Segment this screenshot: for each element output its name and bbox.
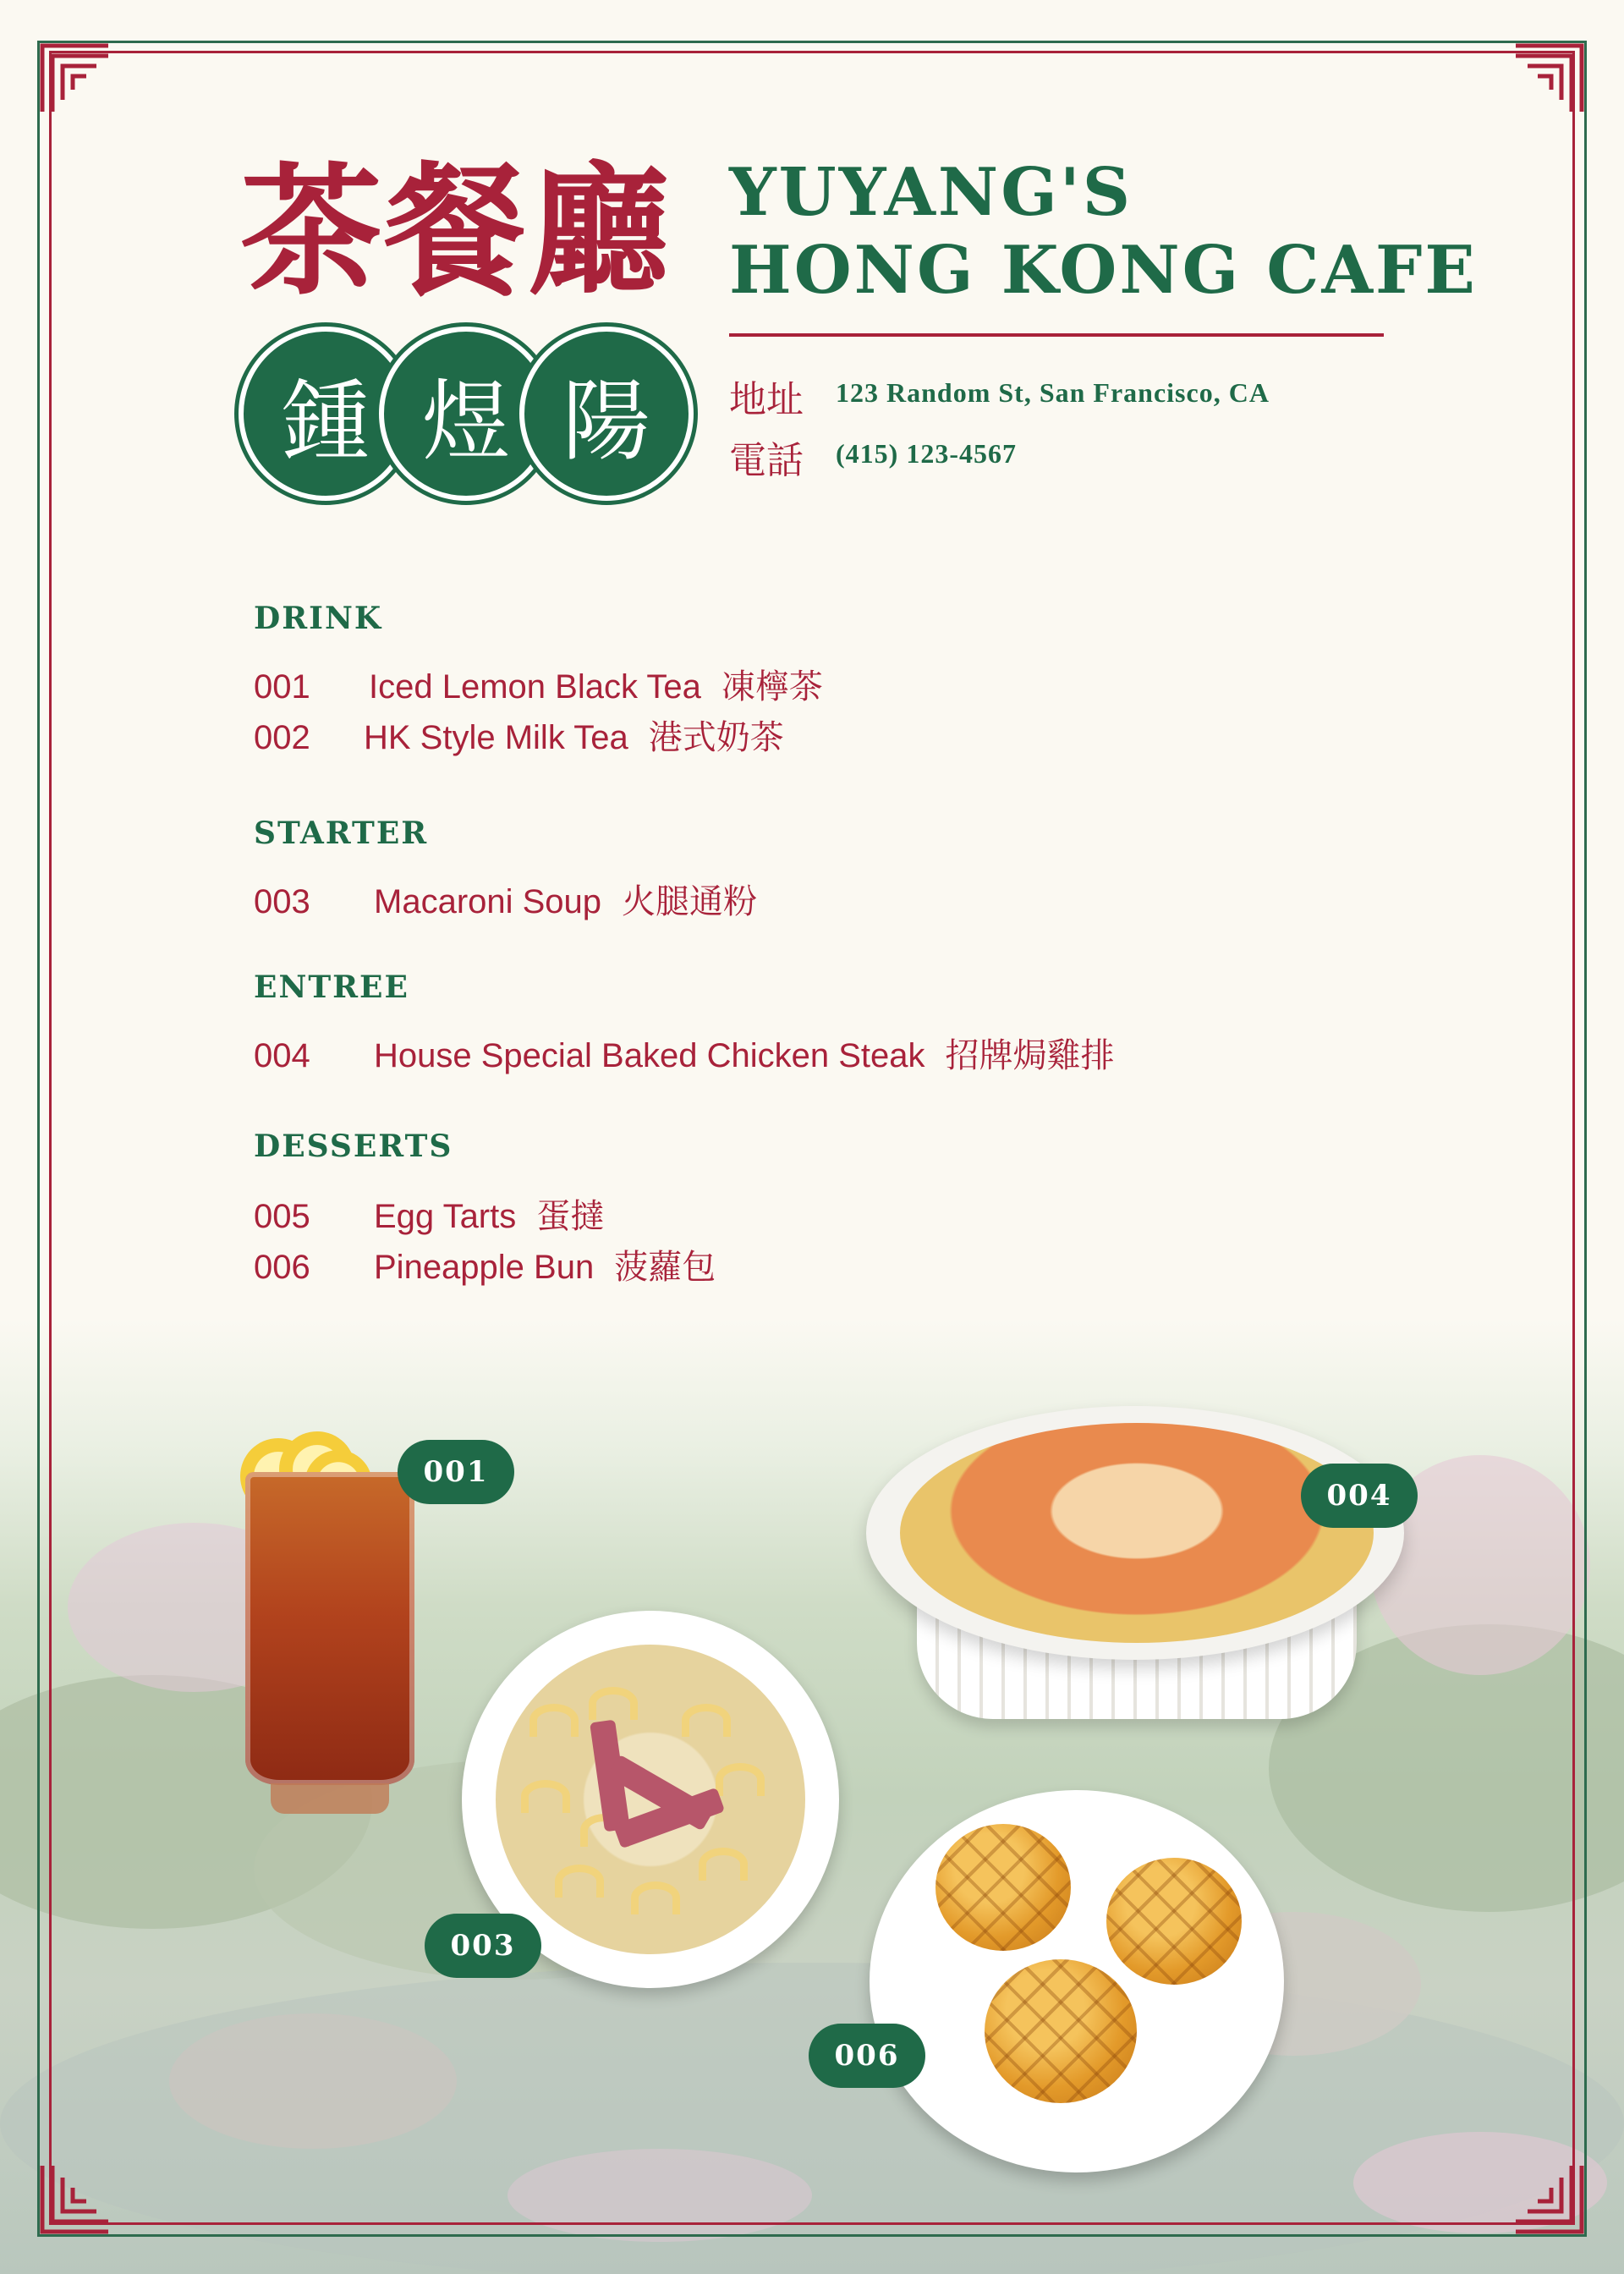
seal-char-3: 陽 <box>519 327 694 501</box>
item-number: 004 <box>254 1037 310 1074</box>
item-name: Egg Tarts <box>374 1198 517 1235</box>
item-name: Macaroni Soup <box>374 883 602 920</box>
corner-ornament-top-right <box>1511 41 1587 117</box>
menu-item <box>254 1189 604 1238</box>
item-number: 005 <box>254 1198 310 1235</box>
seal-char-1: 鍾 <box>239 327 413 501</box>
photo-badge-004: 004 <box>1301 1464 1418 1528</box>
item-chinese-name: 菠蘿包 <box>614 1248 716 1287</box>
name-seals <box>239 327 695 504</box>
menu-item <box>254 1240 716 1288</box>
address-label: 地址 <box>729 378 804 421</box>
item-name: Pineapple Bun <box>374 1249 595 1286</box>
corner-ornament-bottom-right <box>1511 2161 1587 2237</box>
corner-ornament-top-left <box>37 41 113 117</box>
section-title-starter: STARTER <box>254 816 429 851</box>
menu-item <box>254 875 757 923</box>
menu-item <box>254 660 823 708</box>
item-chinese-name: 港式奶茶 <box>648 718 784 757</box>
item-number: 006 <box>254 1249 310 1286</box>
corner-ornament-bottom-left <box>37 2161 113 2237</box>
seal-char-2: 煜 <box>379 327 553 501</box>
brand-divider <box>729 333 1384 337</box>
item-name: HK Style Milk Tea <box>364 719 628 756</box>
item-name: Iced Lemon Black Tea <box>369 668 701 706</box>
item-number: 001 <box>254 668 310 706</box>
address-value: 123 Random St, San Francisco, CA <box>836 377 1270 408</box>
item-number: 002 <box>254 719 310 756</box>
item-chinese-name: 火腿通粉 <box>622 882 758 921</box>
phone-label: 電話 <box>729 439 804 482</box>
item-name: House Special Baked Chicken Steak <box>374 1037 925 1074</box>
phone-value: (415) 123-4567 <box>836 438 1017 469</box>
iced-lemon-tea-photo <box>245 1438 414 1819</box>
brand-line-1: YUYANG'S <box>729 154 1133 231</box>
brand-line-2: HONG KONG CAFE <box>729 232 1478 309</box>
item-chinese-name: 招牌焗雞排 <box>945 1036 1115 1075</box>
menu-item <box>254 711 784 759</box>
photo-badge-006: 006 <box>809 2024 925 2088</box>
baked-chicken-steak-photo <box>866 1406 1404 1761</box>
item-chinese-name: 蛋撻 <box>536 1197 605 1236</box>
item-number: 003 <box>254 883 310 920</box>
brand-name <box>729 154 1478 310</box>
section-title-entree: ENTREE <box>254 969 409 1005</box>
pineapple-bun-photo <box>870 1790 1284 2172</box>
section-title-drink: DRINK <box>254 601 383 636</box>
menu-item <box>254 1029 1114 1077</box>
section-title-desserts: DESSERTS <box>254 1129 453 1164</box>
logo-chinese-title: 茶餐廳 <box>240 147 672 315</box>
photo-badge-003: 003 <box>425 1914 541 1978</box>
photo-badge-001: 001 <box>398 1440 514 1504</box>
item-chinese-name: 凍檸茶 <box>721 667 823 706</box>
